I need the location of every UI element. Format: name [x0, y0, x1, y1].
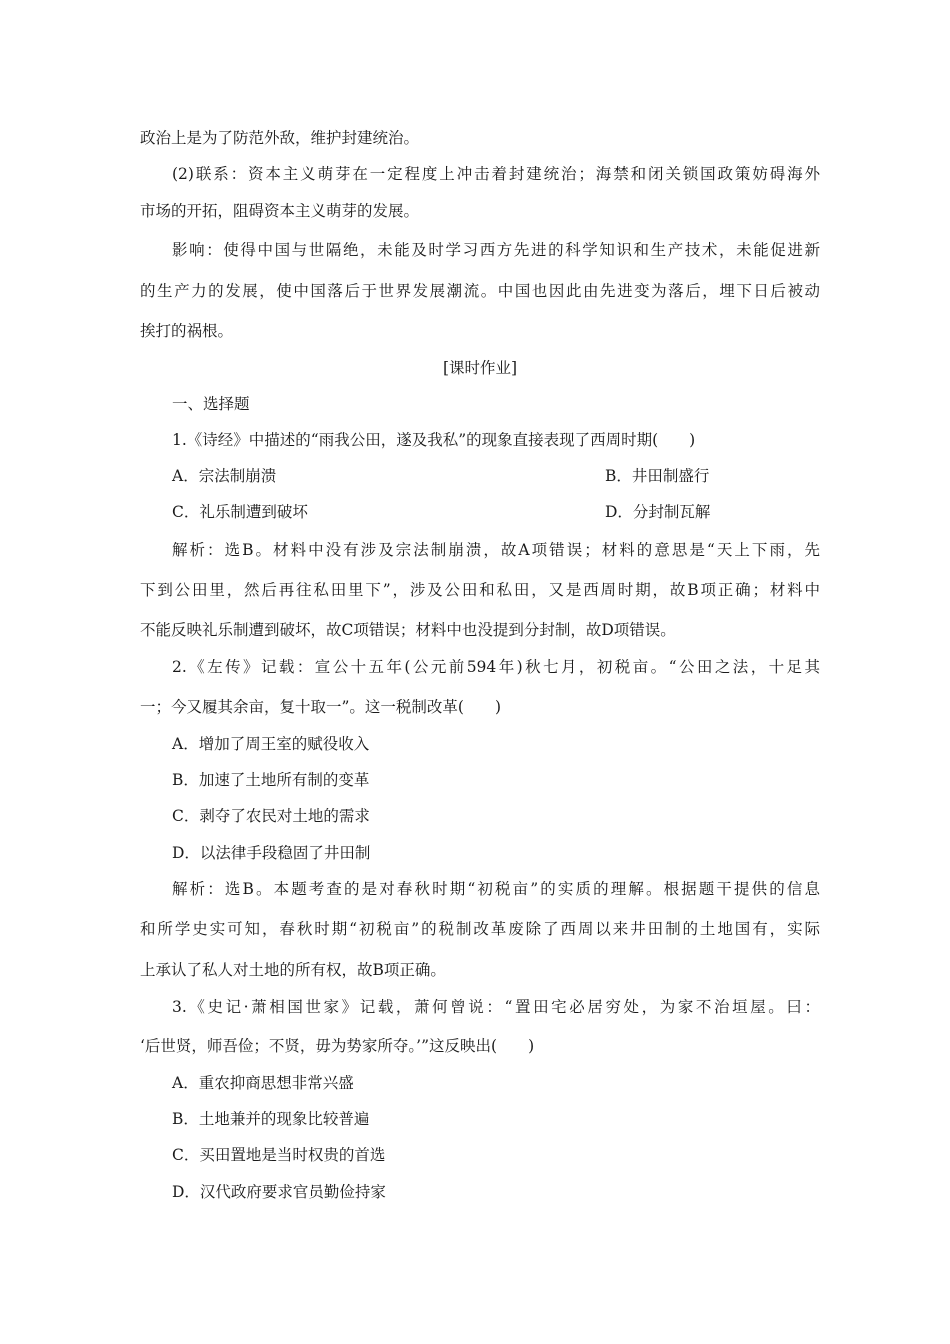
analysis-line: 解析：选B。材料中没有涉及宗法制崩溃，故A项错误；材料的意思是“天上下雨，先	[172, 541, 820, 559]
question-stem: 1.《诗经》中描述的“雨我公田，遂及我私”的现象直接表现了西周时期( )	[172, 431, 696, 449]
analysis-line: 下到公田里，然后再往私田里下”，涉及公田和私田，又是西周时期，故B项正确；材料中	[140, 581, 820, 599]
analysis-line: 解析：选B。本题考查的是对春秋时期“初税亩”的实质的理解。根据题干提供的信息	[172, 880, 820, 898]
option-row	[172, 466, 820, 486]
option-d: D．以法律手段稳固了井田制	[172, 844, 371, 862]
question-stem: 2.《左传》记载：宣公十五年(公元前594年)秋七月，初税亩。“公田之法，十足其	[172, 658, 820, 676]
option-c: C．礼乐制遭到破坏	[172, 503, 308, 521]
option-row	[172, 502, 820, 522]
answer-yingxiang-line: 挨打的祸根。	[140, 322, 234, 340]
option-d: D．汉代政府要求官员勤俭持家	[172, 1183, 386, 1201]
answer-lianxi-line: 市场的开拓，阻碍资本主义萌芽的发展。	[140, 202, 420, 220]
option-b: B．加速了土地所有制的变革	[172, 771, 370, 789]
question-stem: 3.《史记·萧相国世家》记载，萧何曾说：“置田宅必居穷处，为家不治垣屋。曰：	[172, 998, 820, 1016]
answer-line: 政治上是为了防范外敌，维护封建统治。	[140, 129, 420, 147]
analysis-line: 和所学史实可知，春秋时期“初税亩”的税制改革废除了西周以来井田制的土地国有，实际	[140, 920, 820, 938]
option-a: A．重农抑商思想非常兴盛	[172, 1074, 354, 1092]
question-stem: ‘后世贤，师吾俭；不贤，毋为势家所夺。’”这反映出( )	[140, 1037, 535, 1055]
answer-yingxiang-line: 影响：使得中国与世隔绝，未能及时学习西方先进的科学知识和生产技术，未能促进新	[172, 241, 820, 259]
part-title: 一、选择题	[172, 395, 250, 413]
option-b: B．土地兼并的现象比较普遍	[172, 1110, 370, 1128]
section-title: [课时作业]	[442, 359, 518, 377]
answer-lianxi-line: (2)联系：资本主义萌芽在一定程度上冲击着封建统治；海禁和闭关锁国政策妨碍海外	[172, 165, 820, 183]
option-a: A．增加了周王室的赋役收入	[172, 735, 370, 753]
analysis-line: 不能反映礼乐制遭到破坏，故C项错误；材料中也没提到分封制，故D项错误。	[140, 621, 676, 639]
option-b: B．井田制盛行	[605, 467, 710, 485]
option-d: D．分封制瓦解	[605, 503, 711, 521]
option-c: C．剥夺了农民对土地的需求	[172, 807, 370, 825]
answer-yingxiang-line: 的生产力的发展，使中国落后于世界发展潮流。中国也因此由先进变为落后，埋下日后被动	[140, 282, 820, 300]
question-stem: 一；今又履其余亩，复十取一”。这一税制改革( )	[140, 698, 502, 716]
option-c: C．买田置地是当时权贵的首选	[172, 1146, 386, 1164]
analysis-line: 上承认了私人对土地的所有权，故B项正确。	[140, 961, 446, 979]
option-a: A．宗法制崩溃	[172, 467, 277, 485]
